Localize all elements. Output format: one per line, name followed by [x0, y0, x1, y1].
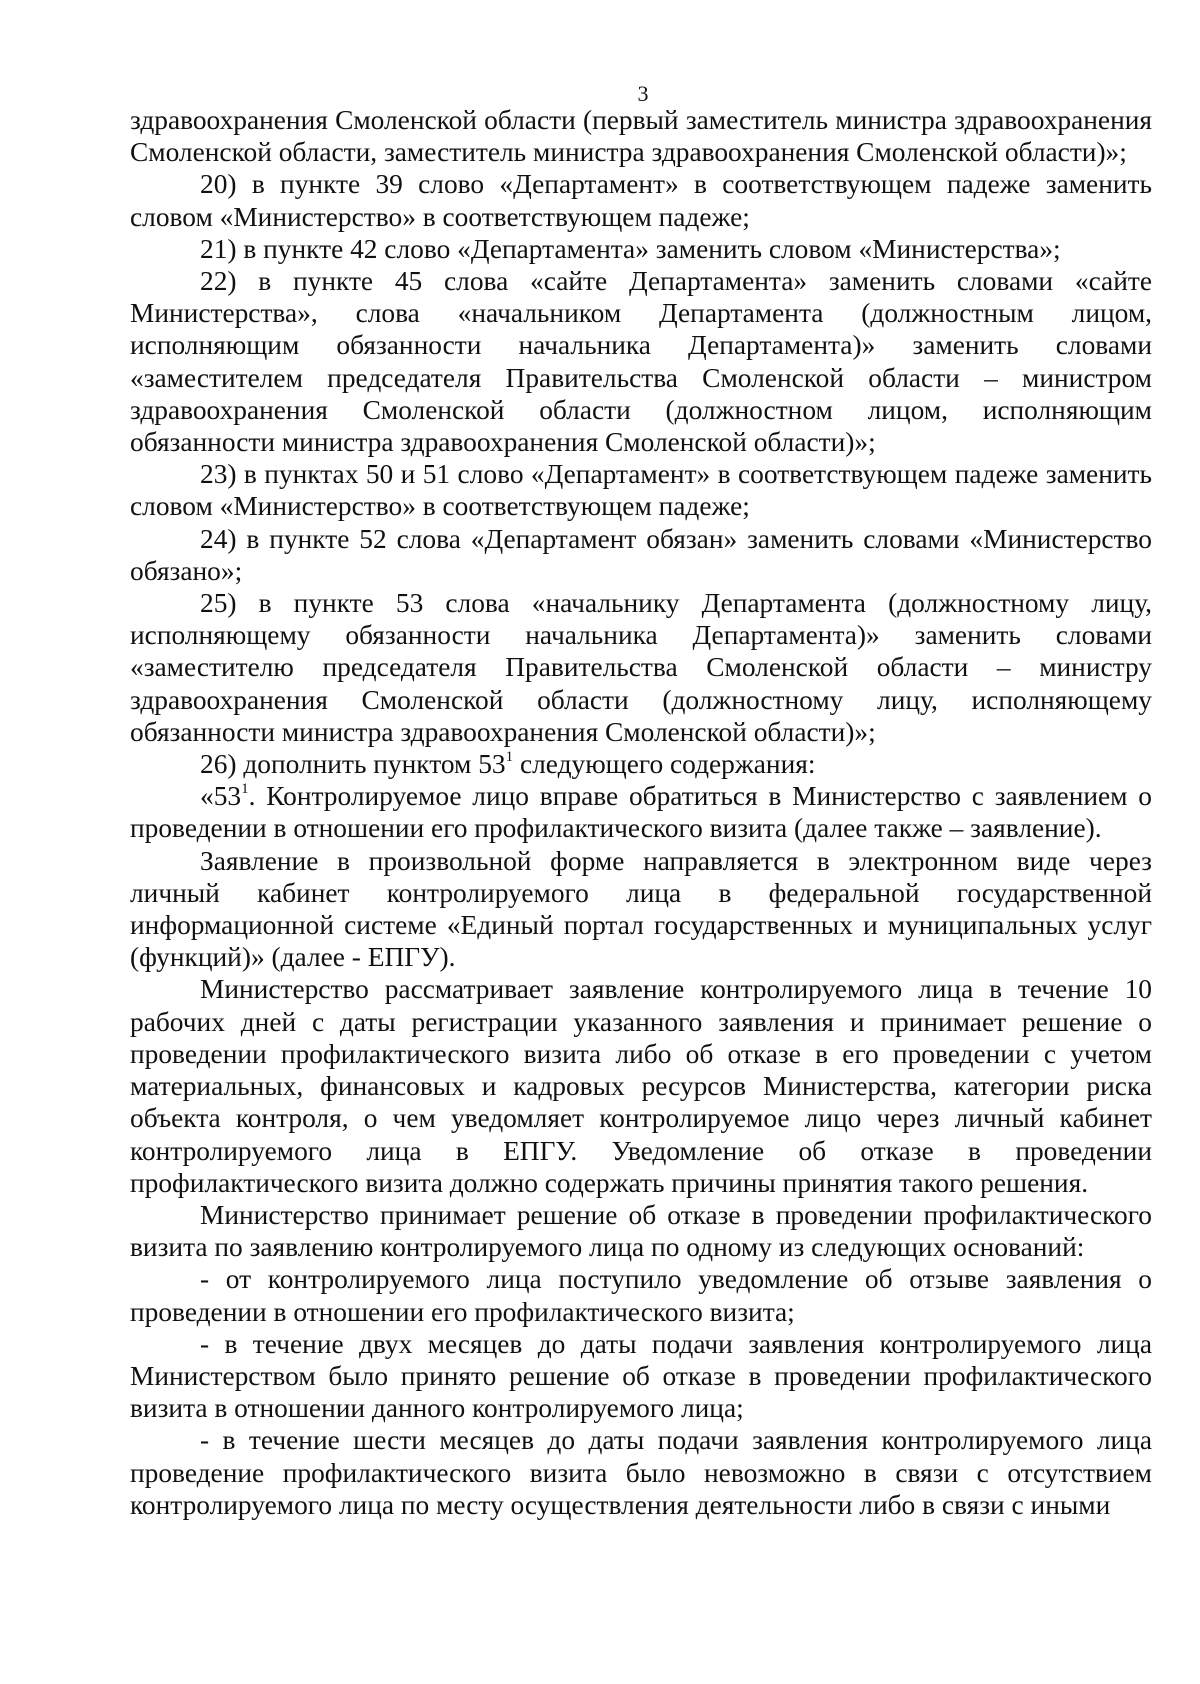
paragraph-item-23: 23) в пунктах 50 и 51 слово «Департамент» в соответствующем падеже заменить словом «Министерство» в соответствующем падеже; [130, 459, 1152, 522]
paragraph-item-26-text-start: 26) дополнить пунктом 53 [200, 749, 506, 780]
paragraph-item-20: 20) в пункте 39 слово «Департамент» в соответствующем падеже заменить словом «Министерство» в соответствующем падеже; [130, 169, 1152, 232]
paragraph-review-period: Министерство рассматривает заявление контролируемого лица в течение 10 рабочих дней с даты регистрации указанного заявления и принимает решение о проведении профилактического визита либо об отказе в его проведении с учетом материальных, финансовых и кадровых ресурсов Министерства, категории риска объекта контроля, о чем уведомляет контролируемое лицо через личный кабинет контролируемого лица в ЕПГУ. Уведомление об отказе в проведении профилактического визита должно содержать причины принятия такого решения. [130, 974, 1152, 1198]
paragraph-continuation: здравоохранения Смоленской области (первый заместитель министра здравоохранения Смоленской области, заместитель министра здравоохранения Смоленской области)»; [130, 105, 1152, 168]
paragraph-item-25: 25) в пункте 53 слова «начальнику Департамента (должностному лицу, исполняющему обязанности начальника Департамента)» заменить словами «заместителю председателя Правительства Смоленской области – министру здравоохранения Смоленской области (должностному лицу, исполняющему обязанности министра здравоохранения Смоленской области)»; [130, 588, 1152, 747]
superscript: 1 [505, 749, 514, 766]
superscript: 1 [241, 781, 249, 798]
document-body [130, 104, 1152, 1521]
clause-53-1-text-start: «53 [200, 781, 242, 812]
paragraph-item-26-text-end: следующего содержания: [513, 749, 816, 780]
page-number: 3 [637, 81, 649, 106]
paragraph-clause-53-1 [130, 780, 1152, 844]
list-item-ground-3: - в течение шести месяцев до даты подачи заявления контролируемого лица проведение профилактического визита было невозможно в связи с отсутствием контролируемого лица по месту осуществления деятельности либо в связи с иными [130, 1425, 1152, 1520]
paragraph-item-22: 22) в пункте 45 слова «сайте Департамента» заменить словами «сайте Министерства», слова «начальником Департамента (должностным лицом, исполняющим обязанности начальника Департамента)» заменить словами «заместителем председателя Правительства Смоленской области – министром здравоохранения Смоленской области (должностном лицом, исполняющим обязанности министра здравоохранения Смоленской области)»; [130, 266, 1152, 458]
clause-53-1-text-end: . Контролируемое лицо вправе обратиться в Министерство с заявлением о проведении в отношении его профилактического визита (далее также – заявление). [130, 781, 1152, 844]
list-item-ground-1: - от контролируемого лица поступило уведомление об отзыве заявления о проведении в отношении его профилактического визита; [130, 1264, 1152, 1327]
paragraph-application-form: Заявление в произвольной форме направляется в электронном виде через личный кабинет контролируемого лица в федеральной государственной информационной системе «Единый портал государственных и муниципальных услуг (функций)» (далее - ЕПГУ). [130, 845, 1152, 973]
paragraph-item-21: 21) в пункте 42 слово «Департамента» заменить словом «Министерства»; [200, 233, 1061, 264]
list-item-ground-2: - в течение двух месяцев до даты подачи заявления контролируемого лица Министерством было принято решение об отказе в проведении профилактического визита в отношении данного контролируемого лица; [130, 1328, 1152, 1424]
paragraph-refusal-grounds: Министерство принимает решение об отказе в проведении профилактического визита по заявлению контролируемого лица по одному из следующих оснований: [130, 1199, 1152, 1263]
paragraph-item-26 [130, 748, 1152, 780]
paragraph-item-24: 24) в пункте 52 слова «Департамент обязан» заменить словами «Министерство обязано»; [130, 523, 1152, 586]
